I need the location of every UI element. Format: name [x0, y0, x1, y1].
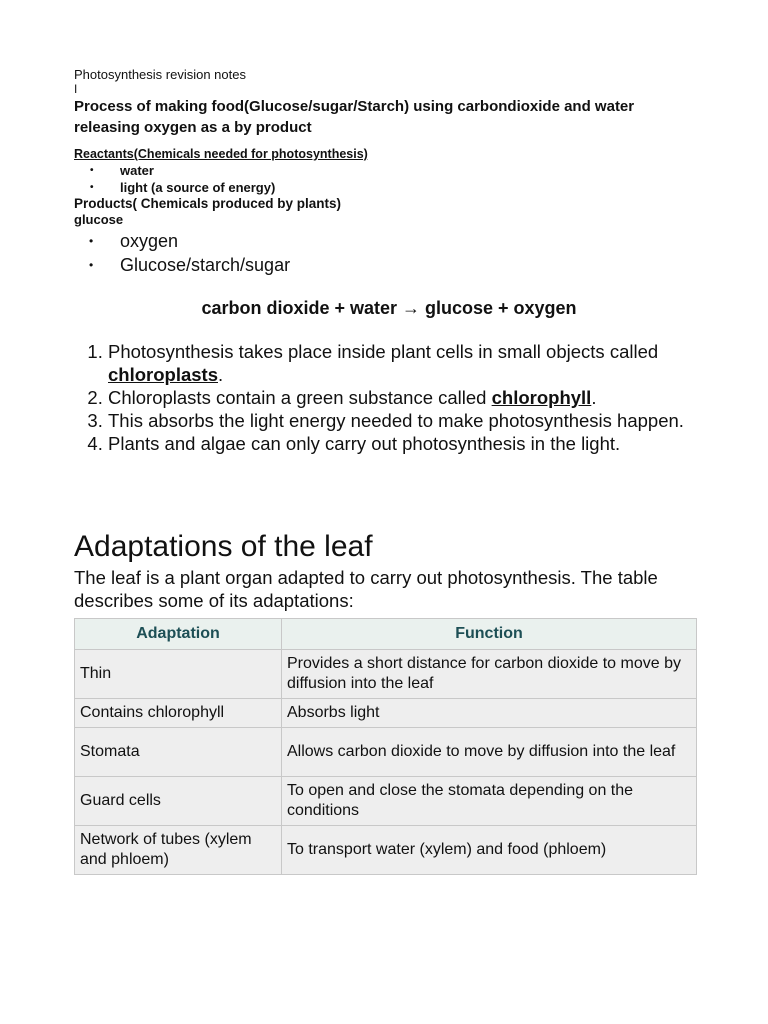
list-item: • oxygen	[120, 229, 704, 253]
reactants-heading: Reactants(Chemicals needed for photosynthesis)	[74, 147, 368, 161]
products-first-item: glucose	[74, 212, 124, 227]
function-cell: Provides a short distance for carbon dioxide to move by diffusion into the leaf	[282, 650, 697, 699]
text-cursor-mark: I	[74, 82, 78, 96]
fact-item	[108, 432, 704, 455]
fact-text: Photosynthesis takes place inside plant cells in small objects called	[108, 341, 659, 362]
list-item: • water	[120, 162, 704, 179]
intro-paragraph: Process of making food(Glucose/sugar/Starch) using carbondioxide and water releasing oxygen as a by product	[74, 98, 635, 136]
fact-text-end: .	[218, 364, 224, 385]
document-page	[74, 67, 704, 875]
document-title: Photosynthesis revision notes	[74, 67, 246, 82]
table-header-row	[75, 619, 697, 650]
adaptations-lead: The leaf is a plant organ adapted to carry out photosynthesis. The table describes some of its adaptations:	[74, 567, 658, 611]
products-heading: Products( Chemicals produced by plants)	[74, 196, 342, 211]
table-row	[75, 826, 697, 875]
key-term: chlorophyll	[491, 387, 592, 408]
adaptation-cell: Stomata	[75, 728, 282, 777]
adaptation-cell: Thin	[75, 650, 282, 699]
table-row	[75, 650, 697, 699]
table-row	[75, 699, 697, 728]
table-row	[75, 728, 697, 777]
function-cell: Absorbs light	[282, 699, 697, 728]
products-list	[74, 229, 704, 277]
table-row	[75, 777, 697, 826]
fact-item	[108, 340, 704, 386]
fact-text: This absorbs the light energy needed to make photosynthesis happen.	[108, 410, 684, 431]
list-item: • light (a source of energy)	[120, 179, 704, 196]
adaptations-table	[74, 618, 697, 875]
function-cell: To open and close the stomata depending on the conditions	[282, 777, 697, 826]
fact-text: Plants and algae can only carry out photosynthesis in the light.	[108, 433, 621, 454]
facts-list	[74, 340, 704, 455]
function-cell: To transport water (xylem) and food (phloem)	[282, 826, 697, 875]
reactants-list	[74, 162, 704, 196]
fact-item	[108, 386, 704, 409]
fact-text: Chloroplasts contain a green substance called	[108, 387, 492, 408]
key-term: chloroplasts	[108, 364, 218, 385]
column-header-function: Function	[282, 619, 697, 650]
list-item: • Glucose/starch/sugar	[120, 253, 704, 277]
word-equation: carbon dioxide + water → glucose + oxygen	[201, 298, 577, 318]
adaptation-cell: Guard cells	[75, 777, 282, 826]
adaptation-cell: Network of tubes (xylem and phloem)	[75, 826, 282, 875]
column-header-adaptation: Adaptation	[75, 619, 282, 650]
adaptations-heading: Adaptations of the leaf	[74, 530, 373, 563]
adaptation-cell: Contains chlorophyll	[75, 699, 282, 728]
function-cell: Allows carbon dioxide to move by diffusion into the leaf	[282, 728, 697, 777]
fact-item	[108, 409, 704, 432]
fact-text-end: .	[591, 387, 597, 408]
